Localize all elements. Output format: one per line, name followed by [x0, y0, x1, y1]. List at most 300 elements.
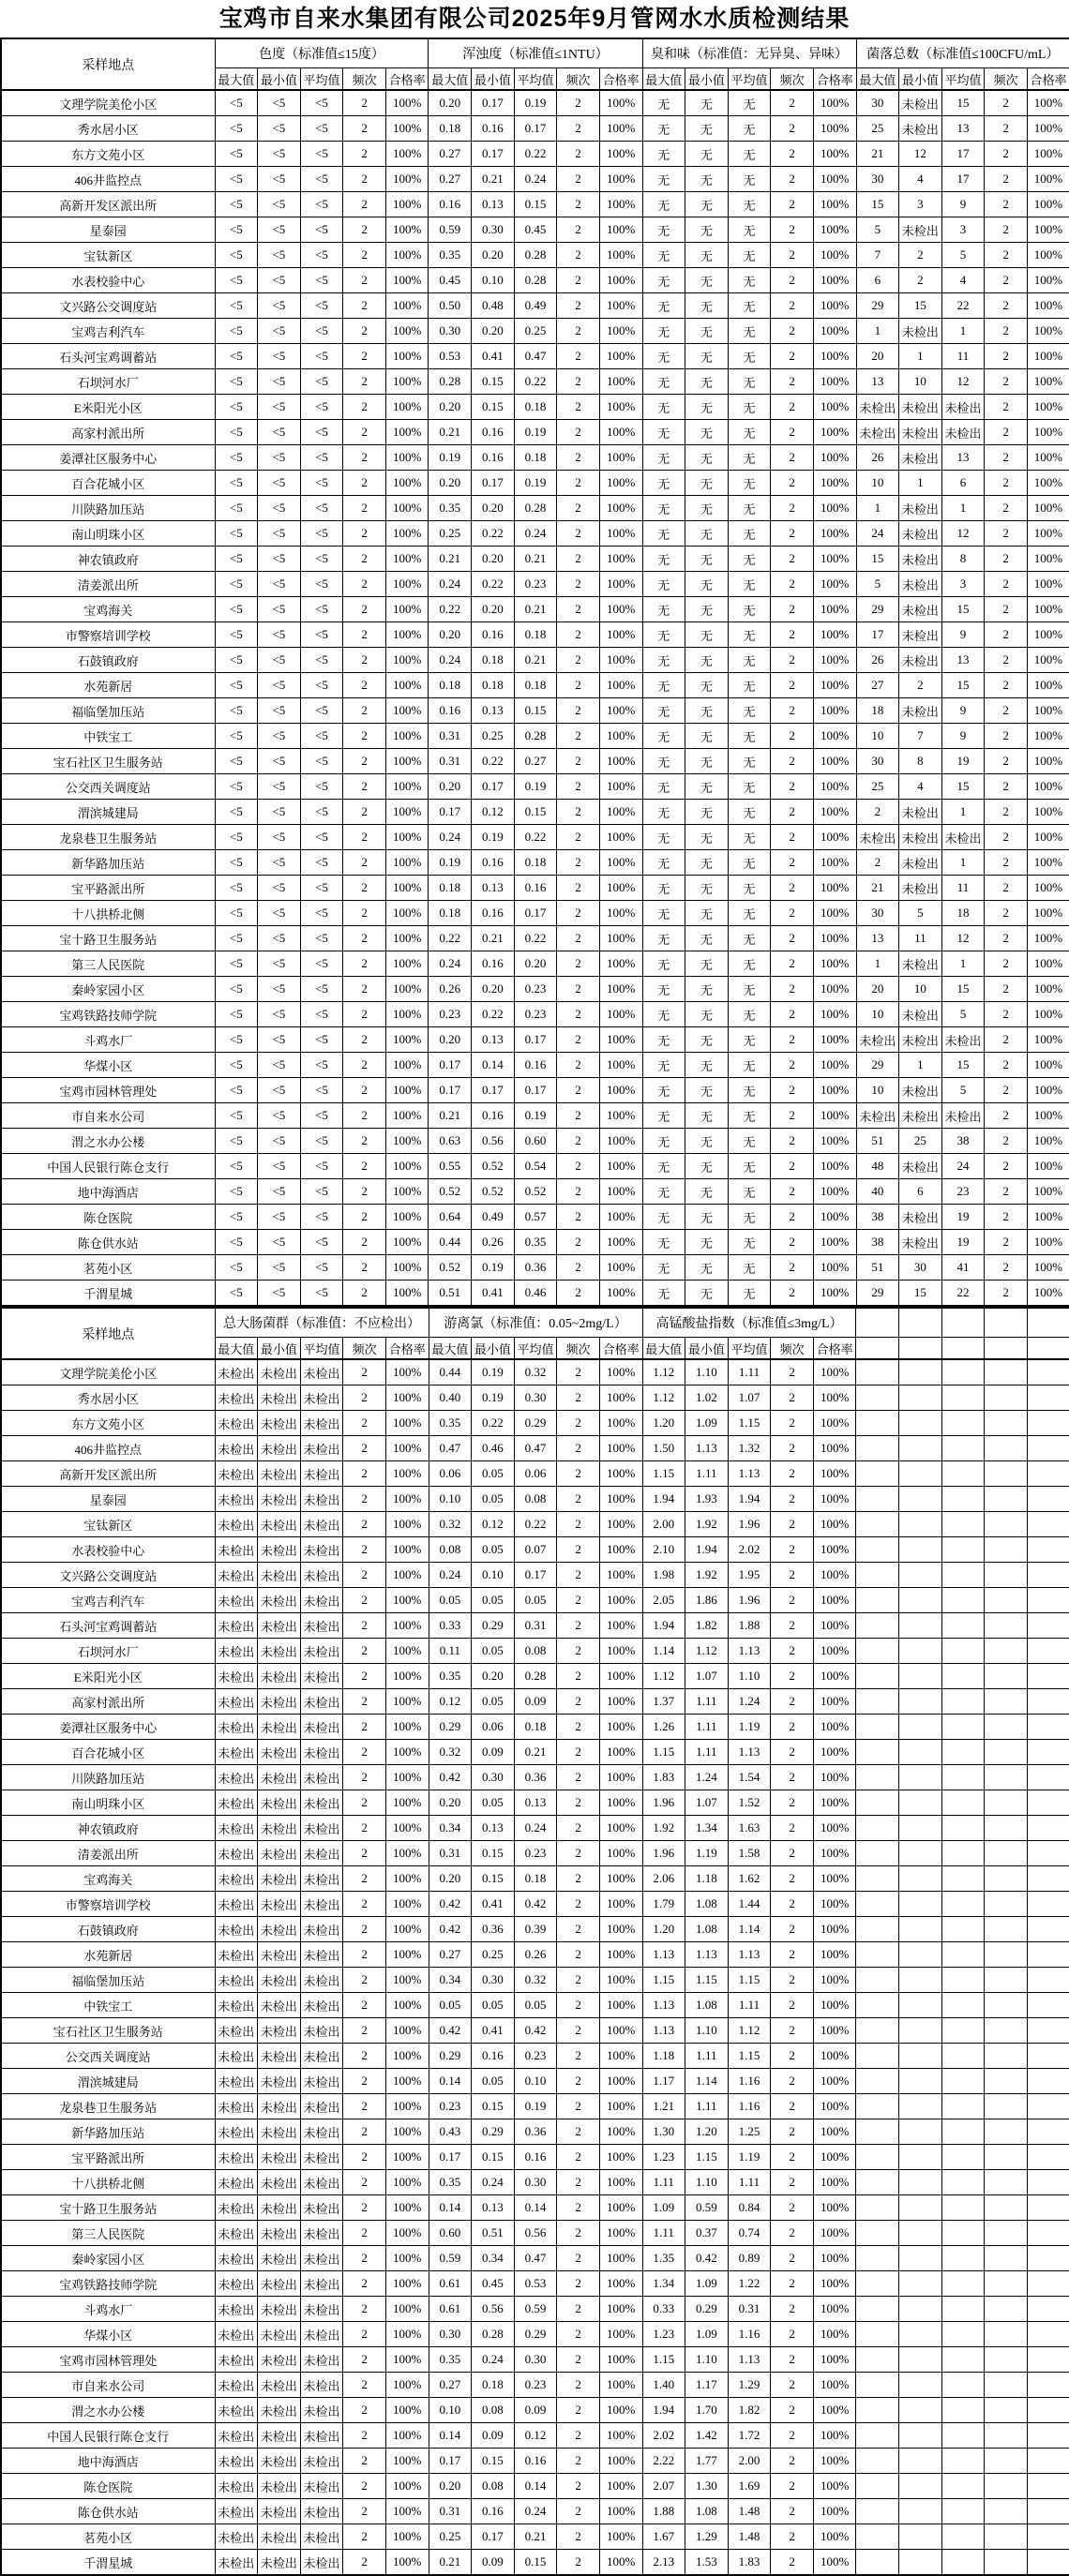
table-row: [1, 1993, 1069, 2018]
value-cell: 100%: [813, 2069, 856, 2094]
value-cell: 0.52: [429, 1179, 472, 1205]
empty-cell: [941, 2044, 985, 2069]
empty-cell: [856, 2195, 899, 2221]
value-cell: 0.12: [472, 800, 515, 825]
value-cell: 2: [557, 496, 600, 521]
value-cell: 2: [343, 800, 386, 825]
value-cell: 1.82: [728, 2398, 771, 2423]
value-cell: 无: [728, 1129, 771, 1154]
value-cell: 无: [728, 1103, 771, 1129]
empty-header-cell: [941, 1308, 985, 1338]
value-cell: 2: [343, 1281, 386, 1307]
value-cell: <5: [300, 597, 343, 622]
value-cell: 100%: [599, 2044, 642, 2069]
value-cell: 100%: [1027, 1129, 1069, 1154]
value-cell: 0.32: [514, 1968, 557, 1993]
value-cell: <5: [300, 850, 343, 876]
empty-cell: [1027, 1866, 1069, 1892]
value-cell: <5: [215, 395, 258, 420]
value-cell: 1.13: [728, 1461, 771, 1487]
value-cell: 0.13: [472, 1816, 515, 1841]
value-cell: <5: [300, 369, 343, 395]
empty-cell: [1027, 1537, 1069, 1563]
value-cell: 17: [941, 142, 985, 167]
value-cell: 无: [642, 673, 685, 698]
value-cell: 0.63: [429, 1129, 472, 1154]
value-cell: 100%: [385, 293, 429, 319]
value-cell: 2: [557, 1230, 600, 1255]
value-cell: 2: [985, 243, 1028, 268]
value-cell: 2: [985, 344, 1028, 369]
value-cell: 100%: [385, 2271, 429, 2297]
value-cell: 100%: [599, 1255, 642, 1281]
value-cell: 27: [856, 673, 899, 698]
value-cell: <5: [215, 445, 258, 471]
empty-cell: [1027, 2094, 1069, 2119]
value-cell: 未检出: [899, 395, 942, 420]
value-cell: 25: [899, 1129, 942, 1154]
empty-cell: [985, 2474, 1028, 2499]
value-cell: 2: [557, 2474, 600, 2499]
value-cell: 100%: [1027, 749, 1069, 774]
empty-cell: [1027, 1917, 1069, 1942]
empty-cell: [856, 2094, 899, 2119]
value-cell: 100%: [813, 622, 856, 648]
value-cell: 100%: [599, 1385, 642, 1411]
value-cell: 100%: [599, 1715, 642, 1740]
value-cell: 未检出: [300, 2145, 343, 2170]
empty-cell: [941, 1715, 985, 1740]
sub-header: 合格率: [813, 1338, 856, 1360]
value-cell: 0.19: [514, 420, 557, 445]
value-cell: 无: [642, 217, 685, 243]
value-cell: 未检出: [258, 1639, 301, 1664]
value-cell: 1.15: [642, 1740, 685, 1765]
value-cell: 1.23: [642, 2145, 685, 2170]
value-cell: 2: [771, 1255, 814, 1281]
value-cell: 未检出: [899, 420, 942, 445]
empty-cell: [856, 1385, 899, 1411]
value-cell: 100%: [599, 2550, 642, 2576]
value-cell: 100%: [599, 192, 642, 217]
value-cell: 100%: [813, 217, 856, 243]
table-row: [1, 1205, 1069, 1230]
value-cell: 100%: [1027, 142, 1069, 167]
value-cell: 未检出: [300, 2398, 343, 2423]
value-cell: 无: [728, 1002, 771, 1027]
value-cell: 100%: [813, 2322, 856, 2347]
value-cell: 2: [343, 673, 386, 698]
value-cell: 2: [899, 673, 942, 698]
value-cell: 2: [557, 1154, 600, 1179]
value-cell: 2: [985, 1053, 1028, 1078]
value-cell: 100%: [599, 951, 642, 977]
value-cell: 12: [941, 926, 985, 951]
value-cell: 无: [685, 192, 729, 217]
value-cell: 100%: [813, 850, 856, 876]
value-cell: 10: [856, 724, 899, 749]
value-cell: 无: [728, 1053, 771, 1078]
value-cell: 100%: [1027, 319, 1069, 344]
value-cell: 未检出: [300, 2271, 343, 2297]
value-cell: 无: [642, 521, 685, 547]
value-cell: 100%: [813, 167, 856, 192]
value-cell: 0.23: [514, 572, 557, 597]
value-cell: 100%: [385, 1790, 429, 1816]
table-row: [1, 2398, 1069, 2423]
value-cell: 2: [557, 1563, 600, 1588]
table-row: [1, 673, 1069, 698]
empty-cell: [941, 2119, 985, 2145]
value-cell: <5: [300, 521, 343, 547]
value-cell: <5: [215, 648, 258, 673]
value-cell: 1.13: [642, 1942, 685, 1968]
value-cell: 2: [343, 2044, 386, 2069]
value-cell: 0.36: [472, 1917, 515, 1942]
value-cell: 0.15: [514, 698, 557, 724]
value-cell: 未检出: [300, 2474, 343, 2499]
value-cell: 2: [771, 496, 814, 521]
value-cell: 未检出: [300, 1740, 343, 1765]
value-cell: 2: [771, 800, 814, 825]
value-cell: <5: [215, 597, 258, 622]
value-cell: 1: [899, 344, 942, 369]
value-cell: 2: [343, 2398, 386, 2423]
value-cell: 未检出: [258, 2018, 301, 2044]
value-cell: 2: [343, 2221, 386, 2246]
value-cell: 0.16: [472, 850, 515, 876]
value-cell: 1.12: [728, 2018, 771, 2044]
value-cell: 无: [728, 167, 771, 192]
value-cell: 0.45: [472, 2271, 515, 2297]
value-cell: <5: [215, 90, 258, 116]
value-cell: 24: [941, 1154, 985, 1179]
value-cell: 未检出: [258, 1487, 301, 1512]
value-cell: 1.34: [685, 1816, 729, 1841]
value-cell: 2: [557, 2094, 600, 2119]
value-cell: 100%: [1027, 1230, 1069, 1255]
value-cell: 无: [642, 369, 685, 395]
value-cell: 0.22: [429, 926, 472, 951]
table-row: [1, 1359, 1069, 1385]
value-cell: 5: [941, 243, 985, 268]
value-cell: 无: [728, 420, 771, 445]
value-cell: 0.20: [429, 395, 472, 420]
value-cell: 1.48: [728, 2499, 771, 2524]
value-cell: 100%: [599, 1613, 642, 1639]
value-cell: 1.09: [642, 2195, 685, 2221]
empty-cell: [1027, 1993, 1069, 2018]
table-row: [1, 1740, 1069, 1765]
value-cell: 0.16: [472, 2499, 515, 2524]
location-cell: 市警察培训学校: [1, 622, 215, 648]
value-cell: 100%: [385, 1664, 429, 1689]
empty-cell: [1027, 1968, 1069, 1993]
value-cell: 30: [856, 749, 899, 774]
value-cell: 1.63: [728, 1816, 771, 1841]
value-cell: 100%: [813, 1892, 856, 1917]
value-cell: 100%: [385, 1487, 429, 1512]
value-cell: 10: [899, 369, 942, 395]
value-cell: 1.32: [728, 1436, 771, 1461]
value-cell: 1.83: [728, 2550, 771, 2576]
empty-cell: [985, 2221, 1028, 2246]
value-cell: 6: [899, 1179, 942, 1205]
empty-cell: [1027, 1892, 1069, 1917]
value-cell: 未检出: [215, 2044, 258, 2069]
value-cell: 100%: [385, 2499, 429, 2524]
value-cell: 0.23: [514, 2044, 557, 2069]
value-cell: 无: [642, 901, 685, 926]
location-cell: 文兴路公交调度站: [1, 293, 215, 319]
location-cell: 星泰园: [1, 1487, 215, 1512]
table-row: [1, 1512, 1069, 1537]
value-cell: 无: [685, 344, 729, 369]
value-cell: 2: [343, 1689, 386, 1715]
value-cell: 0.13: [472, 698, 515, 724]
value-cell: 未检出: [899, 116, 942, 142]
value-cell: 无: [685, 850, 729, 876]
empty-cell: [941, 1563, 985, 1588]
value-cell: 5: [899, 901, 942, 926]
value-cell: 11: [899, 926, 942, 951]
value-cell: 100%: [599, 673, 642, 698]
value-cell: 无: [685, 369, 729, 395]
value-cell: 1.13: [728, 2347, 771, 2373]
value-cell: <5: [258, 724, 301, 749]
value-cell: 1.12: [642, 1359, 685, 1385]
value-cell: 0.16: [514, 876, 557, 901]
value-cell: 2: [985, 496, 1028, 521]
value-cell: 2: [557, 1411, 600, 1436]
value-cell: 2: [343, 1917, 386, 1942]
value-cell: 100%: [385, 2145, 429, 2170]
value-cell: 0.17: [429, 1053, 472, 1078]
value-cell: 2: [343, 420, 386, 445]
value-cell: 无: [685, 698, 729, 724]
value-cell: 1.88: [642, 2499, 685, 2524]
value-cell: 2: [343, 1002, 386, 1027]
value-cell: 0.25: [472, 724, 515, 749]
value-cell: 2: [557, 420, 600, 445]
value-cell: 100%: [385, 2474, 429, 2499]
value-cell: 未检出: [899, 597, 942, 622]
value-cell: 15: [941, 977, 985, 1002]
value-cell: 24: [856, 521, 899, 547]
value-cell: 2: [985, 597, 1028, 622]
value-cell: 无: [642, 622, 685, 648]
value-cell: 未检出: [899, 217, 942, 243]
value-cell: 100%: [1027, 774, 1069, 800]
empty-cell: [856, 1436, 899, 1461]
value-cell: 未检出: [215, 1715, 258, 1740]
value-cell: 100%: [813, 2524, 856, 2550]
value-cell: 2: [557, 648, 600, 673]
value-cell: 1.92: [642, 1816, 685, 1841]
value-cell: <5: [215, 1053, 258, 1078]
value-cell: 0.14: [514, 2195, 557, 2221]
value-cell: 0.18: [514, 395, 557, 420]
table-row: [1, 319, 1069, 344]
value-cell: 0.35: [429, 1664, 472, 1689]
value-cell: 无: [728, 1179, 771, 1205]
value-cell: 2: [343, 2347, 386, 2373]
value-cell: 0.18: [514, 673, 557, 698]
value-cell: 1.29: [728, 2373, 771, 2398]
value-cell: 2: [343, 1053, 386, 1078]
empty-cell: [899, 2145, 942, 2170]
value-cell: 100%: [813, 1942, 856, 1968]
value-cell: 2: [557, 547, 600, 572]
value-cell: 无: [642, 395, 685, 420]
value-cell: 100%: [385, 2246, 429, 2271]
table-row: [1, 1968, 1069, 1993]
value-cell: 1.15: [685, 2145, 729, 2170]
empty-header-cell: [941, 1338, 985, 1360]
value-cell: 2: [557, 1537, 600, 1563]
value-cell: 0.22: [472, 749, 515, 774]
value-cell: 2: [985, 673, 1028, 698]
empty-cell: [941, 1512, 985, 1537]
value-cell: 100%: [599, 1179, 642, 1205]
value-cell: <5: [300, 445, 343, 471]
empty-cell: [985, 1765, 1028, 1790]
empty-cell: [1027, 2297, 1069, 2322]
empty-header-cell: [856, 1308, 899, 1338]
value-cell: 2: [557, 1385, 600, 1411]
value-cell: 0.28: [514, 1664, 557, 1689]
value-cell: 0.84: [728, 2195, 771, 2221]
value-cell: 2: [343, 547, 386, 572]
value-cell: 2: [771, 673, 814, 698]
value-cell: 1.11: [685, 2094, 729, 2119]
value-cell: 100%: [599, 1537, 642, 1563]
empty-cell: [899, 1385, 942, 1411]
value-cell: 2: [557, 1359, 600, 1385]
empty-cell: [899, 2449, 942, 2474]
value-cell: 0.12: [429, 1689, 472, 1715]
value-cell: 100%: [385, 268, 429, 293]
value-cell: 100%: [385, 1281, 429, 1307]
table-row: [1, 1639, 1069, 1664]
location-cell: 百合花城小区: [1, 1740, 215, 1765]
value-cell: <5: [300, 319, 343, 344]
value-cell: 无: [642, 1281, 685, 1307]
value-cell: 0.60: [429, 2221, 472, 2246]
value-cell: 1.88: [728, 1613, 771, 1639]
empty-cell: [941, 1917, 985, 1942]
value-cell: 1.20: [685, 2119, 729, 2145]
value-cell: 0.54: [514, 1154, 557, 1179]
value-cell: 2: [557, 1892, 600, 1917]
value-cell: 未检出: [215, 1588, 258, 1613]
sub-header: 最小值: [472, 1338, 515, 1360]
value-cell: <5: [215, 1205, 258, 1230]
value-cell: 2: [343, 1968, 386, 1993]
value-cell: 1.11: [728, 1359, 771, 1385]
value-cell: 未检出: [258, 1968, 301, 1993]
value-cell: 5: [856, 217, 899, 243]
value-cell: 未检出: [258, 1841, 301, 1866]
location-cell: 市警察培训学校: [1, 1892, 215, 1917]
value-cell: <5: [300, 420, 343, 445]
value-cell: 2: [985, 977, 1028, 1002]
value-cell: 100%: [385, 1588, 429, 1613]
value-cell: <5: [300, 572, 343, 597]
location-cell: 清姜派出所: [1, 1841, 215, 1866]
value-cell: 100%: [813, 597, 856, 622]
table-row: [1, 2297, 1069, 2322]
value-cell: 未检出: [258, 2221, 301, 2246]
value-cell: 100%: [385, 1027, 429, 1053]
value-cell: 0.13: [514, 1790, 557, 1816]
value-cell: 2: [557, 2044, 600, 2069]
value-cell: <5: [300, 496, 343, 521]
value-cell: 1.10: [728, 1664, 771, 1689]
value-cell: 2: [771, 521, 814, 547]
empty-cell: [856, 1487, 899, 1512]
value-cell: 19: [941, 1205, 985, 1230]
value-cell: 未检出: [856, 420, 899, 445]
value-cell: 100%: [813, 445, 856, 471]
value-cell: 100%: [385, 1563, 429, 1588]
value-cell: 未检出: [899, 496, 942, 521]
value-cell: <5: [258, 116, 301, 142]
value-cell: 2: [343, 217, 386, 243]
value-cell: 无: [728, 142, 771, 167]
value-cell: 0.20: [429, 774, 472, 800]
value-cell: 0.05: [472, 2069, 515, 2094]
empty-cell: [899, 1512, 942, 1537]
value-cell: 2: [771, 926, 814, 951]
value-cell: 100%: [385, 800, 429, 825]
location-cell: 宝十路卫生服务站: [1, 926, 215, 951]
value-cell: 100%: [599, 547, 642, 572]
empty-cell: [1027, 2524, 1069, 2550]
value-cell: 100%: [813, 876, 856, 901]
value-cell: 2: [771, 1993, 814, 2018]
value-cell: 2: [557, 1103, 600, 1129]
group-header: 菌落总数（标准值≤100CFU/mL）: [856, 38, 1069, 68]
empty-cell: [856, 2347, 899, 2373]
sub-header: 平均值: [728, 68, 771, 91]
value-cell: 100%: [1027, 1053, 1069, 1078]
value-cell: 100%: [599, 749, 642, 774]
value-cell: <5: [258, 673, 301, 698]
empty-cell: [941, 1613, 985, 1639]
value-cell: 1.14: [728, 1917, 771, 1942]
value-cell: 100%: [813, 2145, 856, 2170]
value-cell: <5: [215, 876, 258, 901]
value-cell: 1.54: [728, 1765, 771, 1790]
table-row: [1, 2499, 1069, 2524]
value-cell: 1.53: [685, 2550, 729, 2576]
value-cell: 2: [557, 1487, 600, 1512]
value-cell: 无: [642, 977, 685, 1002]
value-cell: 2: [771, 471, 814, 496]
value-cell: 0.32: [429, 1740, 472, 1765]
empty-cell: [985, 1512, 1028, 1537]
value-cell: 1.69: [728, 2474, 771, 2499]
value-cell: 1.15: [728, 1411, 771, 1436]
value-cell: 100%: [599, 2246, 642, 2271]
value-cell: 0.23: [514, 977, 557, 1002]
empty-cell: [941, 1942, 985, 1968]
value-cell: 0.42: [685, 2246, 729, 2271]
value-cell: 2: [771, 1892, 814, 1917]
value-cell: 2: [557, 243, 600, 268]
value-cell: 未检出: [215, 2373, 258, 2398]
